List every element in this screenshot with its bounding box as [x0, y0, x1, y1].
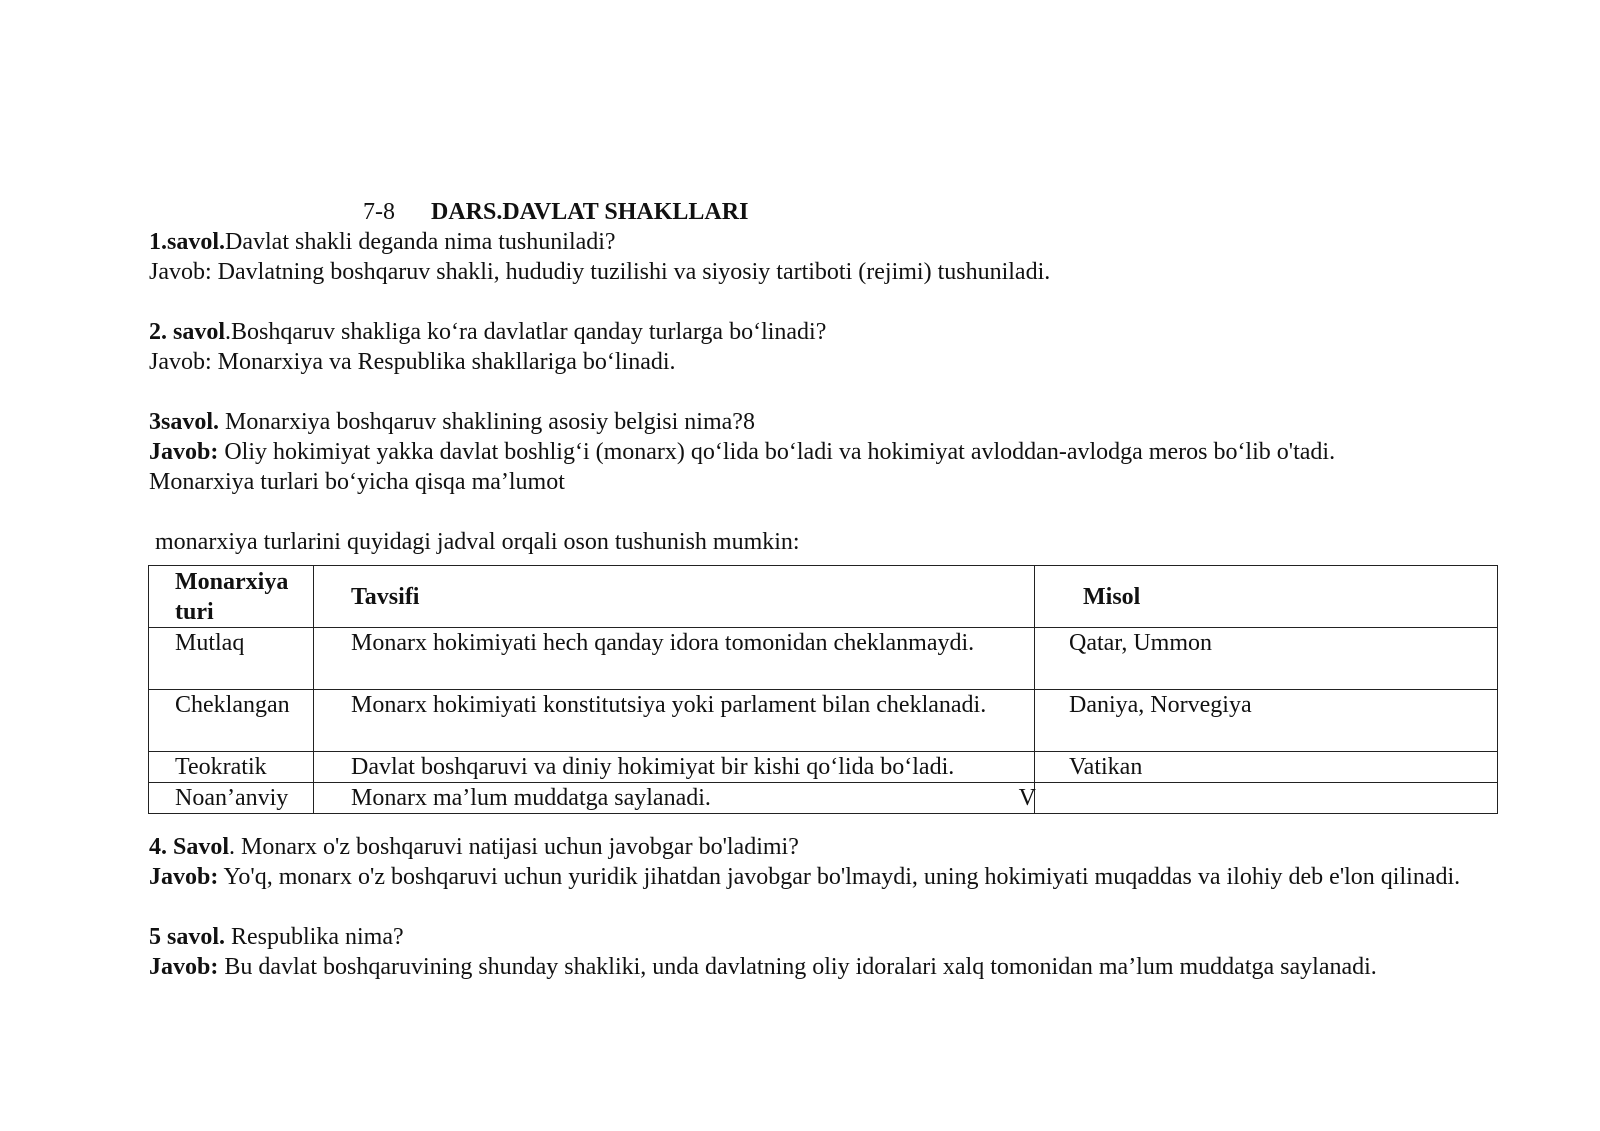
question-1: [149, 227, 616, 257]
answer-5-label: Javob:: [149, 954, 219, 980]
stray-character: V: [1018, 785, 1036, 811]
cell-description: Davlat boshqaruvi va diniy hokimiyat bir kishi qo‘lida bo‘ladi.: [314, 752, 1035, 783]
cell-type: Teokratik: [149, 752, 314, 783]
question-4-text: . Monarx o'z boshqaruvi natijasi uchun javobgar bo'ladimi?: [229, 834, 799, 860]
cell-example: Qatar, Ummon: [1035, 628, 1498, 690]
header-description: Tavsifi: [314, 566, 1035, 628]
answer-4-text: Yo'q, monarx o'z boshqaruvi uchun yuridik jihatdan javobgar bo'lmaydi, uning hokimiyati muqaddas va ilohiy deb e'lon qilinadi.: [218, 864, 1461, 890]
answer-3-text: Oliy hokimiyat yakka davlat boshlig‘i (monarx) qo‘lida bo‘ladi va hokimiyat avloddan-avlodga meros bo‘lib o'tadi.: [218, 439, 1336, 465]
cell-description: Monarx ma’lum muddatga saylanadi. V: [314, 783, 1035, 814]
cell-example: Daniya, Norvegiya: [1035, 690, 1498, 752]
question-2-label: 2. savol: [149, 319, 226, 345]
cell-description: Monarx hokimiyati hech qanday idora tomonidan cheklanmaydi.: [314, 628, 1035, 690]
question-4: [149, 832, 799, 862]
cell-example: [1035, 783, 1498, 814]
cell-type: Cheklangan: [149, 690, 314, 752]
question-1-label: 1.savol.: [149, 229, 226, 255]
header-type: Monarxiya turi: [149, 566, 314, 628]
cell-description: Monarx hokimiyati konstitutsiya yoki parlament bilan cheklanadi.: [314, 690, 1035, 752]
question-5-label: 5 savol.: [149, 924, 226, 950]
question-3-label: 3savol.: [149, 409, 220, 435]
cell-type: Noan’anviy: [149, 783, 314, 814]
answer-3-label: Javob:: [149, 439, 219, 465]
answer-4: [81, 862, 1497, 892]
question-1-text: Davlat shakli deganda nima tushuniladi?: [225, 229, 616, 255]
monarchy-types-table: [148, 565, 1498, 814]
question-3-text: Monarxiya boshqaruv shaklining asosiy belgisi nima?8: [219, 409, 755, 435]
question-5-text: Respublika nima?: [225, 924, 404, 950]
table-header-row: [149, 566, 1498, 628]
table-intro: monarxiya turlarini quyidagi jadval orqali oson tushunish mumkin:: [155, 529, 800, 555]
answer-1: Javob: Davlatning boshqaruv shakli, hududiy tuzilishi va siyosiy tartiboti (rejimi) tushuniladi.: [149, 259, 1051, 285]
answer-2: Javob: Monarxiya va Respublika shakllariga bo‘linadi.: [149, 349, 676, 375]
answer-4-label: Javob:: [149, 864, 219, 890]
table-row: [149, 752, 1498, 783]
header-example: Misol: [1035, 566, 1498, 628]
monarchy-note: Monarxiya turlari bo‘yicha qisqa ma’lumot: [149, 469, 565, 495]
page-title: [363, 197, 748, 227]
table-row: [149, 628, 1498, 690]
question-4-label: 4. Savol: [149, 834, 230, 860]
cell-example: Vatikan: [1035, 752, 1498, 783]
question-3: [149, 407, 755, 437]
answer-5: [81, 952, 1497, 982]
lesson-title: DARS.DAVLAT SHAKLLARI: [431, 199, 749, 225]
cell-type: Mutlaq: [149, 628, 314, 690]
question-5: [149, 922, 404, 952]
question-2-text: .Boshqaruv shakliga ko‘ra davlatlar qanday turlarga bo‘linadi?: [225, 319, 827, 345]
answer-5-text: Bu davlat boshqaruvining shunday shakliki, unda davlatning oliy idoralari xalq tomonidan ma’lum muddatga saylanadi.: [218, 954, 1377, 980]
question-2: [149, 317, 826, 347]
answer-3: [149, 437, 1335, 467]
lesson-number: 7-8: [363, 199, 395, 225]
table-row: [149, 690, 1498, 752]
table-row: [149, 783, 1498, 814]
